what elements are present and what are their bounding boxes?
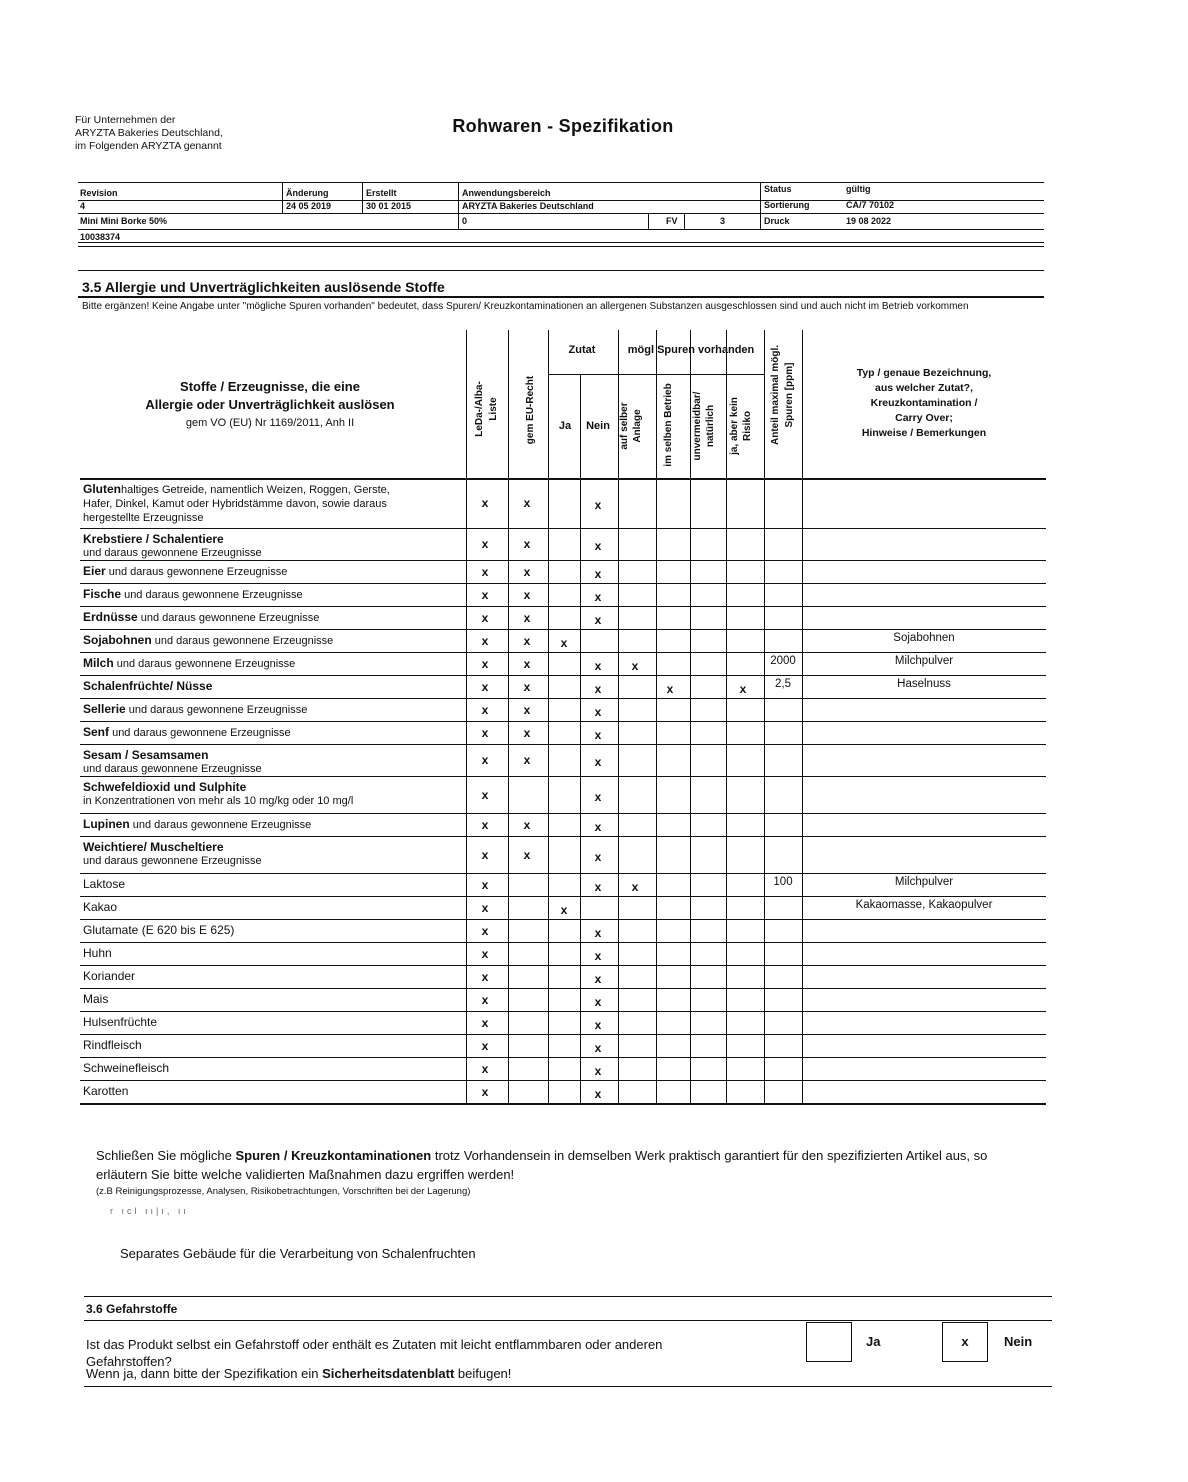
col-header-nein: Nein xyxy=(586,420,610,432)
print-value: 19 08 2022 xyxy=(846,216,892,226)
allergen-name: Glutamate (E 620 bis E 625) xyxy=(83,923,235,937)
allergen-name: Kakao xyxy=(83,900,118,914)
mark-leda: x xyxy=(481,587,489,602)
mark-eu: x xyxy=(523,564,531,579)
change-value: 24 05 2019 xyxy=(286,201,332,211)
scope-label: Anwendungsbereich xyxy=(462,188,551,198)
scope-value: ARYZTA Bakeries Deutschland xyxy=(462,201,594,211)
allergen-name: Senf und daraus gewonnene Erzeugnisse xyxy=(83,725,291,739)
mark-nein: x xyxy=(594,539,602,553)
mark-eu: x xyxy=(523,847,531,862)
change-label: Änderung xyxy=(286,188,329,198)
ppm-value: 2,5 xyxy=(775,678,791,690)
revision-label: Revision xyxy=(80,188,118,198)
allergen-name: Koriander xyxy=(83,969,136,983)
ppm-value: 100 xyxy=(773,876,793,888)
mark-risiko: x xyxy=(739,681,747,696)
mark-eu: x xyxy=(523,496,531,510)
mark-leda: x xyxy=(481,946,489,961)
mark-leda: x xyxy=(481,610,489,625)
sort-value: CA/7 70102 xyxy=(846,200,895,210)
mark-anlage: x xyxy=(631,879,639,894)
mark-leda: x xyxy=(481,656,489,671)
allergen-name: Milch und daraus gewonnene Erzeugnisse xyxy=(83,656,296,670)
mark-leda: x xyxy=(481,1084,489,1099)
allergen-name: Eier und daraus gewonnene Erzeugnisse xyxy=(83,564,288,578)
col-header-ja: Ja xyxy=(558,420,572,432)
allergen-name: Fische und daraus gewonnene Erzeugnisse xyxy=(83,587,303,601)
section-title: 3.5 Allergie und Unverträglichkeiten auslösende Stoffe xyxy=(82,279,445,295)
mark-eu: x xyxy=(523,679,531,694)
col-header-eu: gem EU-Recht xyxy=(525,375,536,445)
mark-nein: x xyxy=(594,612,602,627)
mark-nein: x xyxy=(594,1040,602,1055)
mark-leda: x xyxy=(481,725,489,740)
mark-nein: x xyxy=(594,566,602,581)
section-title: 3.6 Gefahrstoffe xyxy=(86,1302,178,1316)
mark-leda: x xyxy=(481,496,489,510)
status-label: Status xyxy=(764,184,792,194)
table-header-main: Stoffe / Erzeugnisse, die eine Allergie oder Unverträglichkeit auslösen gem VO (EU) Nr 1169/2011, Anh II xyxy=(145,379,395,429)
article-number: 10038374 xyxy=(80,232,121,242)
allergen-name: Mais xyxy=(83,992,109,1006)
fv-label: FV xyxy=(666,216,678,226)
mark-anlage: x xyxy=(631,658,639,673)
allergen-name: Rindfleisch xyxy=(83,1038,142,1052)
allergen-name: Weichtiere/ Muscheltiere und daraus gewonnene Erzeugnisse xyxy=(83,840,262,867)
revision-value: 4 xyxy=(80,201,86,211)
ppm-value: 2000 xyxy=(770,655,796,667)
product-name: Mini Mini Borke 50% xyxy=(80,216,168,226)
nein-checkbox[interactable]: x xyxy=(942,1322,988,1362)
allergen-name: Lupinen und daraus gewonnene Erzeugnisse xyxy=(83,817,312,831)
mark-nein: x xyxy=(594,971,602,986)
status-value: gültig xyxy=(846,184,871,194)
allergen-name: Schalenfrüchte/ Nüsse xyxy=(83,679,213,693)
fv-value: 3 xyxy=(720,216,726,226)
mark-nein: x xyxy=(594,755,602,769)
mark-eu: x xyxy=(523,817,531,832)
mark-eu: x xyxy=(523,702,531,717)
hazard-question: Ist das Produkt selbst ein Gefahrstoff oder enthält es Zutaten mit leicht entflammbaren oder anderen Gefahrstoffen? xyxy=(86,1337,663,1369)
mark-nein: x xyxy=(594,994,602,1009)
hazard-note: Wenn ja, dann bitte der Spezifikation ein Sicherheitsdatenblatt beifugen! xyxy=(86,1366,512,1381)
col-header-anteil: Anteil maximal mögl. Spuren [ppm] xyxy=(770,344,795,446)
mark-ja: x xyxy=(560,902,568,917)
mark-nein: x xyxy=(594,925,602,940)
company-line: ARYZTA Bakeries Deutschland, xyxy=(75,127,223,139)
col-header-leda: LeDa-/Alba- Liste xyxy=(474,381,499,437)
allergen-name: Laktose xyxy=(83,877,126,891)
mark-leda: x xyxy=(481,702,489,717)
allergen-name: Huhn xyxy=(83,946,112,960)
company-line: im Folgenden ARYZTA genannt xyxy=(75,140,222,152)
allergen-name: Karotten xyxy=(83,1084,129,1098)
mark-leda: x xyxy=(481,753,489,767)
col-group-zutat: Zutat xyxy=(568,344,596,356)
mark-nein: x xyxy=(594,879,602,894)
mark-leda: x xyxy=(481,633,489,648)
col-group-spuren: mögl Spuren vorhanden xyxy=(627,344,755,356)
mark-leda: x xyxy=(481,787,489,802)
mark-leda: x xyxy=(481,1038,489,1053)
mark-eu: x xyxy=(523,587,531,602)
allergen-name: Schwefeldioxid und Sulphite in Konzentrationen von mehr als 10 mg/kg oder 10 mg/l xyxy=(83,780,354,807)
remark: Kakaomasse, Kakaopulver xyxy=(855,899,993,911)
mark-leda: x xyxy=(481,817,489,832)
col-header-risiko: ja, aber kein Risiko xyxy=(729,397,753,455)
col-header-anlage: auf selber Anlage xyxy=(619,402,643,450)
mark-ja: x xyxy=(560,635,568,650)
company-line: Für Unternehmen der xyxy=(75,114,176,126)
sort-label: Sortierung xyxy=(764,200,810,210)
nein-label: Nein xyxy=(1004,1334,1033,1349)
mark-leda: x xyxy=(481,679,489,694)
section-hazardous xyxy=(84,1296,1052,1388)
col-header-betrieb: im selben Betrieb xyxy=(663,383,674,467)
remark: Milchpulver xyxy=(894,876,954,888)
allergen-name: Schweinefleisch xyxy=(83,1061,170,1075)
mark-nein: x xyxy=(594,789,602,804)
mark-nein: x xyxy=(594,658,602,673)
mark-leda: x xyxy=(481,992,489,1007)
mark-nein: x xyxy=(594,727,602,742)
remark: Haselnuss xyxy=(897,678,951,690)
created-value: 30 01 2015 xyxy=(366,201,412,211)
mark-nein: x xyxy=(594,589,602,604)
allergen-name: Sojabohnen und daraus gewonnene Erzeugnisse xyxy=(83,633,334,647)
mark-eu: x xyxy=(523,753,531,767)
allergen-name: Hulsenfrüchte xyxy=(83,1015,158,1029)
allergen-name: Sesam / Sesamsamen und daraus gewonnene Erzeugnisse xyxy=(83,748,262,775)
ja-label: Ja xyxy=(866,1334,881,1349)
mark-eu: x xyxy=(523,610,531,625)
mark-leda: x xyxy=(481,1015,489,1030)
crosscontam-text: Schließen Sie mögliche Spuren / Kreuzkontaminationen trotz Vorhandensein in demselben Werk praktisch garantiert für den spezifizierten Artikel aus, so erläutern Sie bitte welche validierten Maßnahmen dazu ergriffen werden! xyxy=(96,1148,988,1182)
mark-leda: x xyxy=(481,1061,489,1076)
mark-eu: x xyxy=(523,725,531,740)
print-label: Druck xyxy=(764,216,790,226)
mark-nein: x xyxy=(594,1086,602,1101)
field-zero: 0 xyxy=(462,216,468,226)
mark-leda: x xyxy=(481,537,489,551)
crosscontam-answer: Separates Gebäude für die Verarbeitung von Schalenfruchten xyxy=(120,1246,476,1261)
mark-nein: x xyxy=(594,849,602,864)
table-header-remarks: Typ / genaue Bezeichnung, aus welcher Zutat?, Kreuzkontamination / Carry Over; Hinweise / Bemerkungen xyxy=(856,367,992,439)
created-label: Erstellt xyxy=(366,188,397,198)
ja-checkbox[interactable] xyxy=(806,1322,852,1362)
allergen-name: Sellerie und daraus gewonnene Erzeugnisse xyxy=(83,702,308,716)
remark: Sojabohnen xyxy=(893,632,955,644)
col-header-unvermeidbar: unvermeidbar/ natürlich xyxy=(692,391,716,461)
mark-betrieb: x xyxy=(666,681,674,696)
mark-leda: x xyxy=(481,877,489,892)
mark-nein: x xyxy=(594,498,602,512)
allergen-name: Glutenhaltiges Getreide, namentlich Weizen, Roggen, Gerste, Hafer, Dinkel, Kamut oder Hybridstämme davon, sowie daraus hergestellte Erzeugnisse xyxy=(83,482,390,524)
mark-nein: x xyxy=(594,681,602,696)
mark-nein: x xyxy=(594,819,602,834)
mark-leda: x xyxy=(481,923,489,938)
document-title: Rohwaren - Spezifikation xyxy=(452,116,674,136)
allergen-name: Krebstiere / Schalentiere und daraus gewonnene Erzeugnisse xyxy=(83,532,262,559)
mark-nein: x xyxy=(594,1017,602,1032)
crosscontam-example: (z.B Reinigungsprozesse, Analysen, Risikobetrachtungen, Vorschriften bei der Lagerung) xyxy=(96,1186,471,1197)
mark-eu: x xyxy=(523,537,531,551)
remark: Milchpulver xyxy=(894,655,954,667)
mark-eu: x xyxy=(523,633,531,648)
mark-leda: x xyxy=(481,900,489,915)
section-note: Bitte ergänzen! Keine Angabe unter "mögliche Spuren vorhanden" bedeutet, dass Spuren/ Kreuzkontaminationen an allergenen Substanzen ausgeschlossen sind und auch nicht im Betrieb vorkommen xyxy=(82,301,969,312)
mark-nein: x xyxy=(594,704,602,719)
mark-leda: x xyxy=(481,969,489,984)
mark-leda: x xyxy=(481,564,489,579)
mark-nein: x xyxy=(594,948,602,963)
mark-leda: x xyxy=(481,847,489,862)
mark-eu: x xyxy=(523,656,531,671)
mark-nein: x xyxy=(594,1063,602,1078)
allergen-name: Erdnüsse und daraus gewonnene Erzeugnisse xyxy=(83,610,320,624)
handwritten-scribble: r ıcl ıı|ı, ıı xyxy=(110,1206,189,1216)
